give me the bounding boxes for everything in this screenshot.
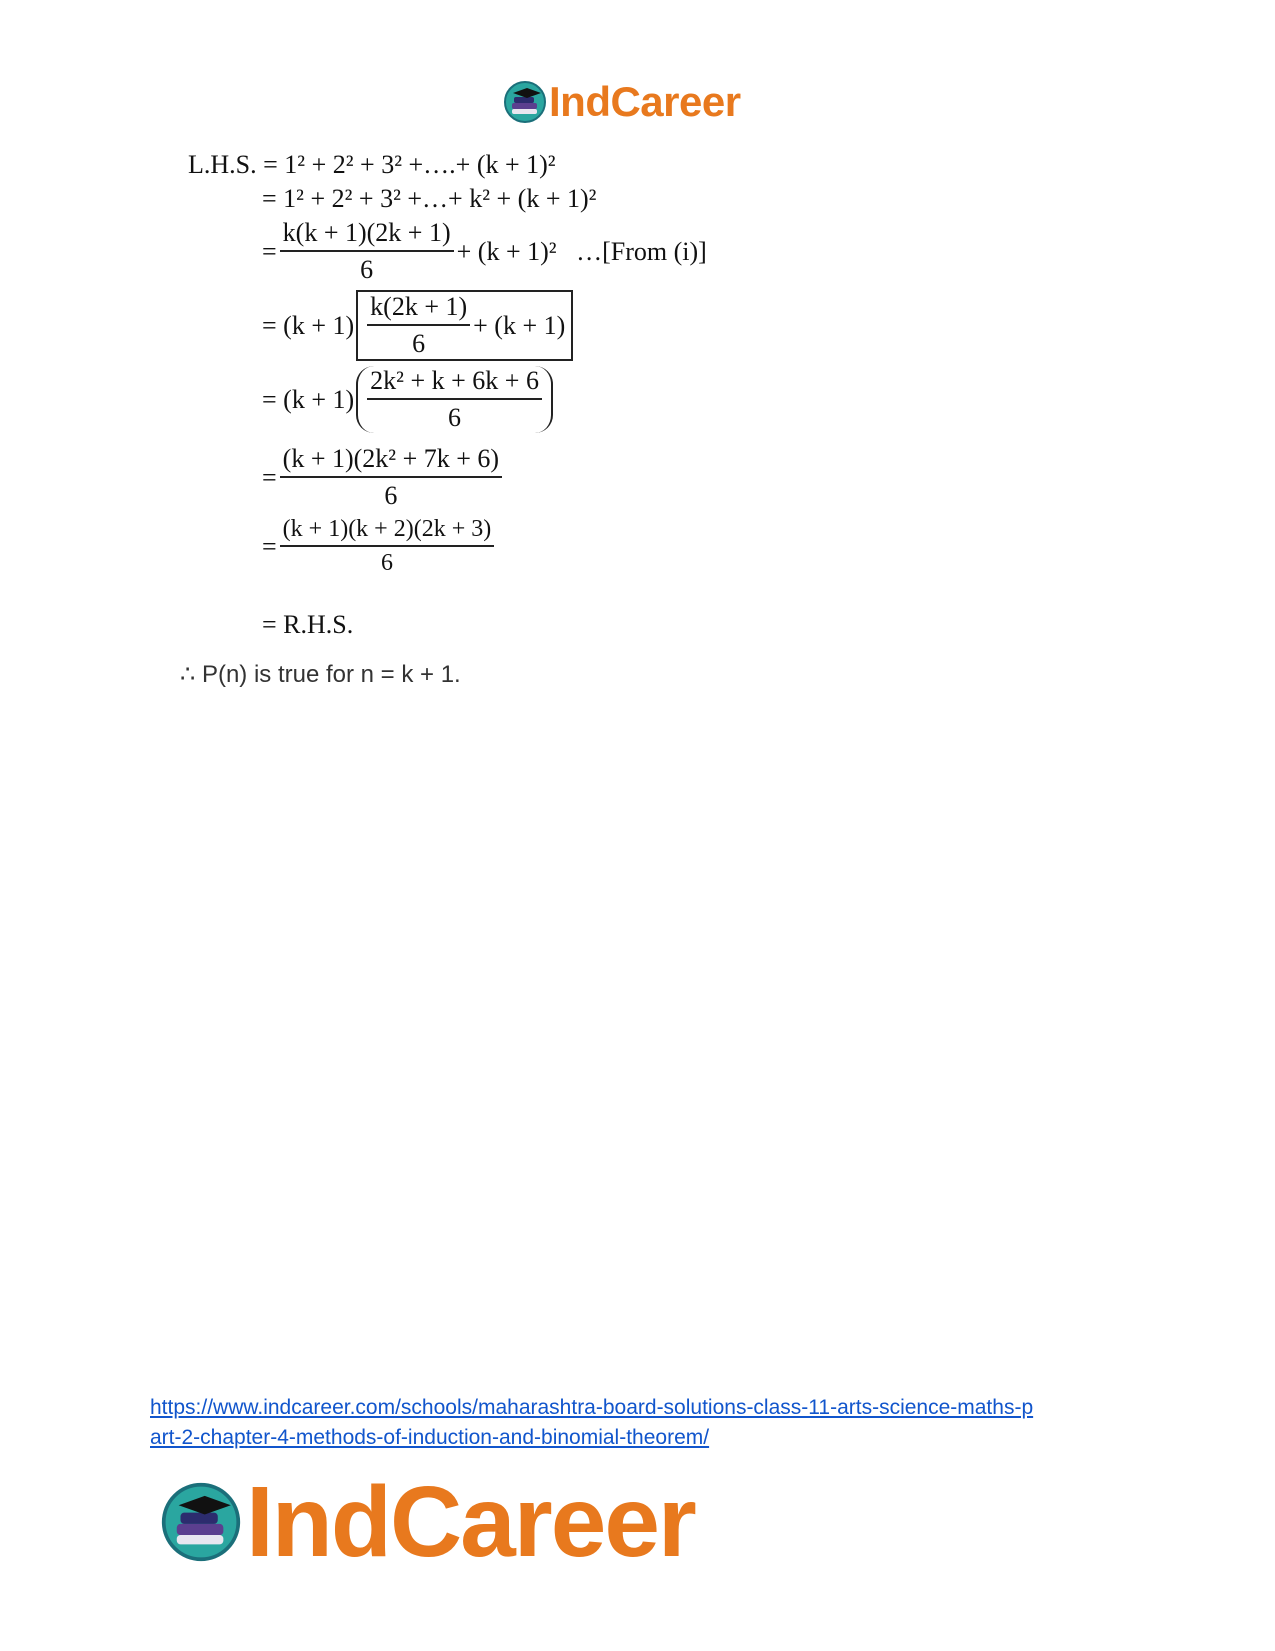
denominator: 6 bbox=[448, 403, 462, 432]
numerator: k(k + 1)(2k + 1) bbox=[280, 218, 454, 252]
fraction bbox=[280, 218, 454, 285]
lhs-expression: 1² + 2² + 3² +….+ (k + 1)² bbox=[284, 150, 556, 179]
proof-line-7 bbox=[262, 516, 497, 577]
proof-line-2 bbox=[262, 184, 596, 214]
reference-note: …[From (i)] bbox=[576, 236, 707, 266]
equals-factor: = (k + 1) bbox=[262, 310, 355, 340]
equals-sign: = bbox=[262, 236, 277, 266]
expression-text: = 1² + 2² + 3² +…+ k² + (k + 1)² bbox=[262, 184, 597, 213]
proof-block bbox=[188, 150, 888, 670]
expression-tail: + (k + 1)² bbox=[456, 236, 557, 266]
header-logo bbox=[503, 78, 741, 126]
source-link[interactable] bbox=[150, 1393, 1150, 1453]
fraction bbox=[367, 292, 470, 359]
logo-wordmark: IndCareer bbox=[246, 1466, 695, 1578]
numerator: (k + 1)(k + 2)(2k + 3) bbox=[280, 516, 495, 547]
proof-line-5 bbox=[262, 366, 555, 433]
equals-sign: = bbox=[262, 462, 277, 492]
numerator: k(2k + 1) bbox=[367, 292, 470, 326]
fraction bbox=[367, 366, 542, 433]
numerator: (k + 1)(2k² + 7k + 6) bbox=[280, 444, 502, 478]
graduation-book-icon bbox=[503, 80, 547, 124]
lhs-label: L.H.S. = bbox=[188, 150, 278, 179]
equals-sign: = bbox=[262, 531, 277, 561]
denominator: 6 bbox=[360, 255, 374, 284]
source-link-line-1[interactable]: https://www.indcareer.com/schools/maharashtra-board-solutions-class-11-arts-science-maths-p bbox=[150, 1396, 1034, 1419]
square-bracket bbox=[356, 290, 573, 361]
proof-line-4 bbox=[262, 290, 575, 361]
denominator: 6 bbox=[380, 550, 393, 576]
parenthesis bbox=[356, 366, 553, 433]
numerator: 2k² + k + 6k + 6 bbox=[367, 366, 542, 400]
proof-conclusion: ∴ P(n) is true for n = k + 1. bbox=[180, 661, 461, 688]
graduation-book-icon bbox=[160, 1481, 242, 1563]
proof-line-1 bbox=[188, 150, 556, 180]
footer-logo bbox=[160, 1466, 695, 1578]
proof-line-3 bbox=[262, 218, 707, 285]
source-link-line-2[interactable]: art-2-chapter-4-methods-of-induction-and-binomial-theorem/ bbox=[150, 1426, 710, 1449]
rhs-conclusion: = R.H.S. bbox=[262, 610, 354, 639]
equals-factor: = (k + 1) bbox=[262, 384, 355, 414]
fraction bbox=[280, 444, 502, 511]
denominator: 6 bbox=[384, 481, 398, 510]
logo-wordmark: IndCareer bbox=[549, 78, 741, 125]
fraction bbox=[280, 516, 495, 577]
denominator: 6 bbox=[412, 329, 426, 358]
proof-line-6 bbox=[262, 444, 505, 511]
proof-line-8 bbox=[262, 610, 353, 640]
expression-tail: + (k + 1) bbox=[473, 310, 566, 340]
